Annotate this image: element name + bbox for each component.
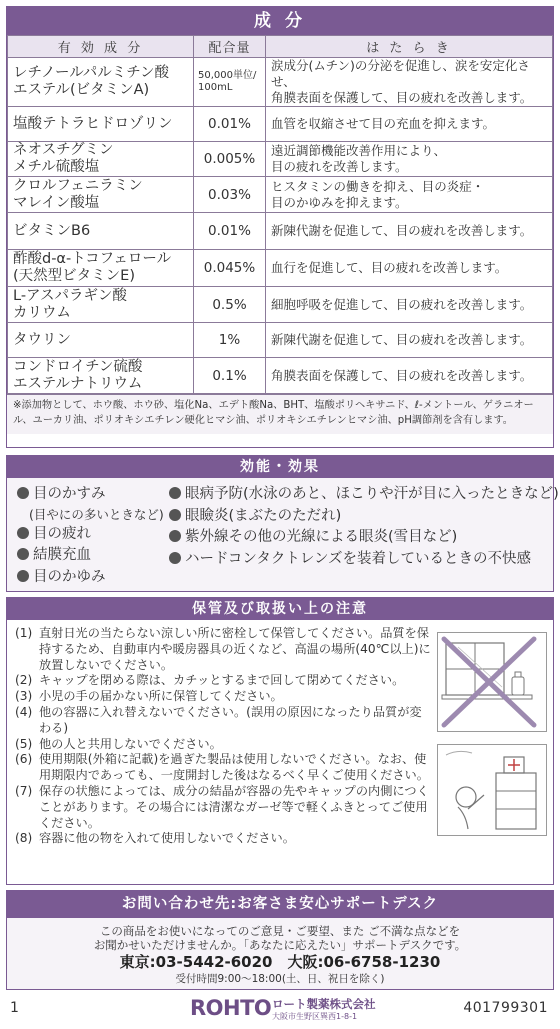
storage-item-number: (3) — [15, 689, 33, 704]
storage-item — [15, 626, 433, 673]
contact-message-line2: お聞かせいただけませんか。「あなたに応えたい」サポートデスクです。 — [93, 938, 467, 952]
effect-item — [169, 549, 559, 571]
ingredient-amount: 0.005% — [194, 142, 266, 177]
storage-item-text: 容器に他の物を入れて使用しないでください。 — [39, 831, 295, 846]
child-shelf-icon — [438, 745, 546, 835]
storage-item-text: キャップを閉める際は、カチッとするまで回して閉めてください。 — [39, 673, 405, 688]
ingredient-name: コンドロイチン硫酸 エステルナトリウム — [8, 358, 194, 394]
ingredient-row — [8, 250, 553, 287]
effects-section — [6, 455, 559, 592]
effect-label: ハードコンタクトレンズを装着しているときの不快感 — [185, 550, 532, 567]
contact-message-line1: この商品をお使いになってのご意見・ご要望、また ご不満な点などを — [99, 924, 461, 938]
header-amount: 配合量 — [194, 36, 266, 58]
ingredient-row — [8, 58, 553, 107]
ingredient-action: 血管を収縮させて目の充血を抑えます。 — [266, 107, 553, 142]
effects-title: 効能・効果 — [7, 456, 553, 478]
effect-item — [169, 484, 559, 506]
ingredient-name: 塩酸テトラヒドロゾリン — [8, 107, 194, 142]
ingredient-row — [8, 358, 553, 394]
effect-label: 眼病予防(水泳のあと、ほこりや汗が目に入ったときなど) — [185, 486, 559, 502]
effect-label: 目のかすみ — [33, 486, 106, 502]
storage-item-text: 使用期限(外箱に記載)を過ぎた製品は使用しないでください。なお、使用期限内であっても、一度開封した後はなるべく早くご使用ください。 — [39, 752, 429, 783]
contact-phone-numbers: 東京:03-5442-6020 大阪:06-6758-1230 — [119, 953, 441, 971]
storage-list — [15, 626, 433, 847]
ingredient-amount: 0.03% — [194, 177, 266, 213]
ingredients-section — [6, 6, 554, 448]
effect-item — [17, 567, 164, 589]
effect-label: 眼瞼炎(まぶたのただれ) — [185, 507, 342, 524]
storage-item — [15, 784, 433, 831]
page-number: 1 — [10, 1000, 19, 1016]
ingredient-action: 角膜表面を保護して、目の疲れを改善します。 — [266, 358, 553, 394]
effect-item — [169, 506, 559, 528]
ingredient-action: 新陳代謝を促進して、目の疲れを改善します。 — [266, 213, 553, 250]
ingredient-row — [8, 287, 553, 323]
effect-label: 目の疲れ — [33, 525, 91, 542]
contact-title: お問い合わせ先:お客さま安心サポートデスク — [7, 891, 553, 918]
ingredient-name: ネオスチグミン メチル硫酸塩 — [8, 142, 194, 177]
effect-item — [17, 524, 164, 546]
contact-section — [6, 890, 554, 990]
header-ingredient: 有 効 成 分 — [8, 36, 194, 58]
header-action: は た ら き — [266, 36, 553, 58]
ingredient-name: クロルフェニラミン マレイン酸塩 — [8, 177, 194, 213]
storage-item-number: (6) — [15, 752, 33, 767]
rohto-logo-text: ROHTO — [190, 996, 272, 1020]
ingredient-name: L-アスパラギン酸 カリウム — [8, 287, 194, 323]
ingredient-action: ヒスタミンの働きを抑え、目の炎症・ 目のかゆみを抑えます。 — [266, 177, 553, 213]
company-name: ロート製薬株式会社 — [272, 997, 376, 1011]
window-sun-icon — [438, 633, 546, 731]
ingredient-name: レチノールパルミチン酸 エステル(ビタミンA) — [8, 58, 194, 107]
storage-item-text: 小児の手の届かない所に保管してください。 — [39, 689, 283, 704]
storage-item-text: 他の容器に入れ替えないでください。(誤用の原因になったり品質が変わる) — [39, 704, 422, 735]
effect-item — [17, 484, 164, 506]
effect-item — [17, 545, 164, 567]
effect-label: 結膜充血 — [33, 547, 91, 563]
ingredients-title: 成 分 — [7, 7, 553, 35]
table-header-row — [8, 36, 553, 58]
storage-item-number: (8) — [15, 831, 33, 846]
storage-item-number: (1) — [15, 626, 33, 640]
ingredient-action: 細胞呼吸を促進して、目の疲れを改善します。 — [266, 287, 553, 323]
contact-hours: 受付時間9:00～18:00(土、日、祝日を除く) — [175, 973, 385, 985]
additives-note: ※添加物として、ホウ酸、ホウ砂、塩化Na、エデト酸Na、BHT、塩酸ポリヘキサニド、ℓ-メントール、ゲラニオール、ユーカリ油、ポリオキシエチレン硬化ヒマシ油、ポリオキシエチレンヒマシ油、pH調節剤を含有します。 — [7, 394, 553, 434]
bullet-icon — [17, 527, 29, 539]
storage-item-number: (7) — [15, 783, 33, 798]
effect-item — [169, 527, 559, 549]
bullet-icon — [169, 552, 181, 564]
storage-item-text: 保存の状態によっては、成分の結晶が容器の先やキャップの内側につくことがあります。その場合には清潔なガーゼ等で軽くふきとってご使用ください。 — [39, 783, 429, 830]
ingredient-amount: 1% — [194, 323, 266, 358]
no-sunlight-illustration — [437, 632, 547, 732]
effect-label: 紫外線その他の光線による眼炎(雪目など) — [185, 529, 458, 545]
ingredients-table — [7, 35, 553, 394]
ingredient-amount: 0.01% — [194, 213, 266, 250]
ingredient-amount: 0.045% — [194, 250, 266, 287]
bullet-icon — [17, 487, 29, 499]
storage-item-number: (5) — [15, 736, 33, 751]
ingredient-amount: 0.1% — [194, 358, 266, 394]
ingredient-row — [8, 142, 553, 177]
storage-item — [15, 689, 433, 705]
child-reach-illustration — [437, 744, 547, 836]
bullet-icon — [169, 509, 181, 521]
ingredient-action: 涙成分(ムチン)の分泌を促進し、涙を安定化させ、 角膜表面を保護して、目の疲れを改善します。 — [266, 58, 553, 107]
ingredient-action: 遠近調節機能改善作用により、 目の疲れを改善します。 — [266, 142, 553, 177]
storage-section — [6, 597, 554, 885]
company-address: 大阪市生野区巽西1-8-1 — [272, 1012, 358, 1021]
ingredient-amount: 0.5% — [194, 287, 266, 323]
effects-right-list — [169, 484, 559, 570]
ingredient-name: ビタミンB6 — [8, 213, 194, 250]
storage-item — [15, 831, 433, 847]
storage-item — [15, 705, 433, 737]
ingredient-amount: 0.01% — [194, 107, 266, 142]
ingredient-row — [8, 213, 553, 250]
effect-label: 目のかゆみ — [33, 568, 106, 585]
ingredient-action: 新陳代謝を促進して、目の疲れを改善します。 — [266, 323, 553, 358]
product-code: 401799301 — [463, 1000, 548, 1016]
storage-item — [15, 673, 433, 689]
storage-item-text: 他の人と共用しないでください。 — [39, 736, 222, 751]
effects-left-list — [17, 484, 164, 588]
bullet-icon — [169, 530, 181, 542]
storage-item-text: 直射日光の当たらない涼しい所に密栓して保管してください。品質を保持するため、自動車内や暖房器具の近くなど、高温の場所(40℃以上)に放置しないでください。 — [39, 626, 431, 672]
ingredient-name: タウリン — [8, 323, 194, 358]
ingredient-name: 酢酸d-α-トコフェロール (天然型ビタミンE) — [8, 250, 194, 287]
storage-item-number: (2) — [15, 673, 33, 688]
storage-title: 保管及び取扱い上の注意 — [7, 598, 553, 620]
bullet-icon — [17, 570, 29, 582]
ingredient-amount: 50,000単位/ 100mL — [194, 58, 266, 107]
bullet-icon — [17, 548, 29, 560]
effect-sublabel: (目やにの多いときなど) — [29, 506, 164, 522]
ingredient-row — [8, 177, 553, 213]
ingredient-row — [8, 107, 553, 142]
storage-item — [15, 737, 433, 753]
footer — [0, 992, 560, 1029]
ingredient-action: 血行を促進して、目の疲れを改善します。 — [266, 250, 553, 287]
bullet-icon — [169, 487, 181, 499]
storage-item — [15, 752, 433, 784]
ingredient-row — [8, 323, 553, 358]
storage-item-number: (4) — [15, 704, 33, 719]
